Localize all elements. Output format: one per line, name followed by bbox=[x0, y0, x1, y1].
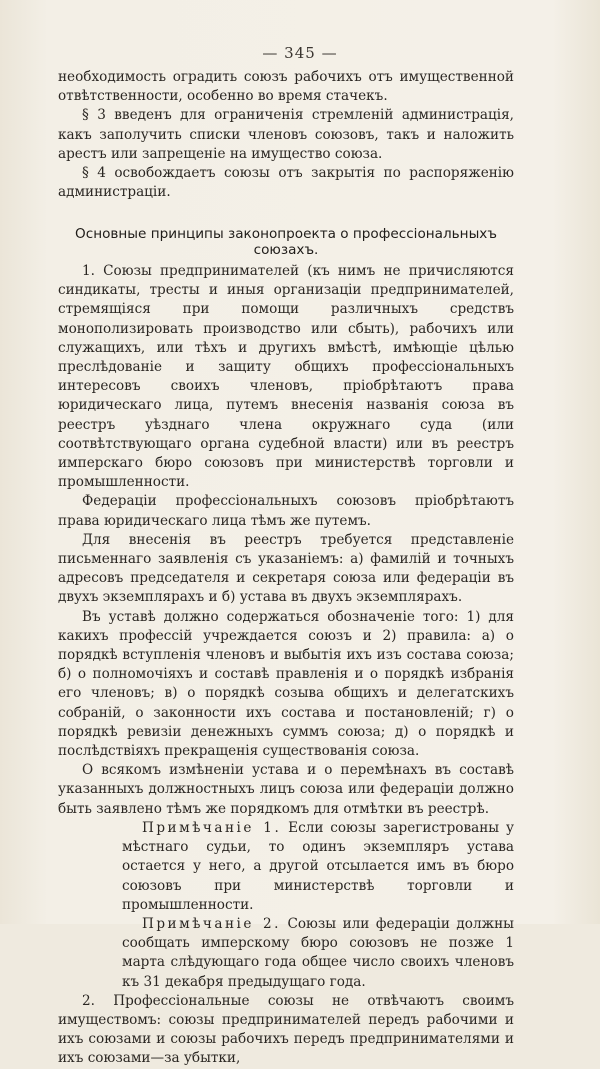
main-section bbox=[58, 262, 514, 1069]
note-2 bbox=[58, 915, 514, 992]
body-paragraph-closing: 2. Профессіональные союзы не отвѣчаютъ своимъ имуществомъ: союзы предпринимателей передъ рабочими и ихъ союзами и союзы рабочихъ передъ предпринимателями и ихъ союзами—за убытки, bbox=[58, 992, 514, 1067]
intro-paragraph-3: § 4 освобождаетъ союзы отъ закрытія по распоряженію администраціи. bbox=[58, 165, 514, 201]
note-1 bbox=[58, 819, 514, 915]
body-paragraph-2: Федераціи профессіональныхъ союзовъ пріобрѣтаютъ права юридическаго лица тѣмъ же путемъ. bbox=[58, 493, 514, 529]
note-1-label: Примѣчаніе 1. bbox=[142, 819, 282, 836]
body-paragraph-4: Въ уставѣ должно содержаться обозначеніе того: 1) для какихъ профессій учреждается союзъ и 2) правила: а) о порядкѣ вступленія членовъ и выбытія ихъ изъ состава союза; б) о полномочіяхъ и составѣ правленія и о порядкѣ избранія его членовъ; в) о порядкѣ созыва общихъ и делегатскихъ собраній, о законности ихъ состава и постановленій; г) о порядкѣ ревизіи денежныхъ суммъ союза; д) о порядкѣ и послѣдствіяхъ прекращенія существованія союза. bbox=[58, 608, 514, 760]
intro-section bbox=[58, 68, 514, 202]
note-1-text: Если союзы зарегистрованы у мѣстнаго судьи, то одинъ экземпляръ устава остается у него, а другой отсылается имъ въ бюро союзовъ при министерствѣ торговли и промышленности. bbox=[122, 819, 514, 913]
intro-paragraph-2: § 3 введенъ для ограниченія стремленій администрація, какъ заполучить списки членовъ союзовъ, такъ и наложить арестъ или запрещеніе на имущество союза. bbox=[58, 107, 514, 162]
body-paragraph-1: 1. Союзы предпринимателей (къ нимъ не причисляются синдикаты, тресты и иныя организаціи предпринимателей, стремящіяся при помощи различныхъ средствъ монополизировать производство или сбыть), рабочихъ или служащихъ, или тѣхъ и другихъ вмѣстѣ, имѣющіе цѣлью преслѣдованіе и защиту общихъ профессіональныхъ интересовъ своихъ членовъ, пріобрѣтаютъ права юридическаго лица, путемъ внесенія названія союза въ реестръ уѣзднаго члена окружнаго суда (или соотвѣтствующаго органа судебной власти) или въ реестръ имперскаго бюро союзовъ при министерствѣ торговли и промышленности. bbox=[58, 263, 514, 491]
intro-paragraph-1: необходимость оградить союзъ рабочихъ отъ имущественной отвѣтственности, особенно во время стачекъ. bbox=[58, 69, 514, 105]
body-paragraph-3: Для внесенія въ реестръ требуется представленіе письменнаго заявленія съ указаніемъ: а) фамилій и точныхъ адресовъ председателя и секретаря союза или федераціи въ двухъ экземплярахъ и б) устава въ двухъ экземплярахъ. bbox=[58, 531, 514, 606]
note-2-label: Примѣчаніе 2. bbox=[142, 915, 281, 932]
page-number: — 345 — bbox=[262, 44, 338, 62]
body-paragraph-5: О всякомъ измѣненіи устава и о перемѣнахъ въ составѣ указанныхъ должностныхъ лицъ союза или федераціи должно быть заявлено тѣмъ же порядкомъ для отмѣтки въ реестрѣ. bbox=[58, 762, 514, 817]
note-2-text: Союзы или федераціи должны сообщать имперскому бюро союзовъ не позже 1 марта слѣдующаго года общее число своихъ членовъ къ 31 декабря предыдущаго года. bbox=[122, 915, 514, 990]
section-heading: Основные принципы законопроекта о профессіональныхъ союзахъ. bbox=[75, 226, 497, 258]
